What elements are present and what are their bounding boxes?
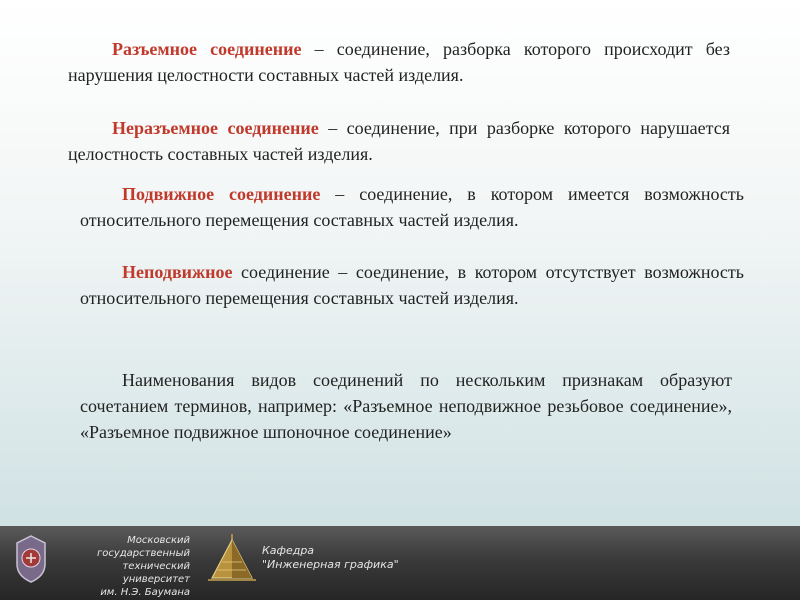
definition-permanent xyxy=(68,115,730,167)
definition-fixed-text: соединение – соединение, в котором отсутствует возможность относительного перемещения составных частей изделия. xyxy=(80,262,744,308)
footer-bar xyxy=(0,526,800,600)
university-line-2: технический университет xyxy=(122,561,190,585)
term-detachable: Разъемное соединение xyxy=(112,39,302,59)
definition-permanent-text: – соединение, при разборке которого нарушается целостность составных частей изделия. xyxy=(68,118,730,164)
university-name xyxy=(56,534,190,599)
department-pyramid-logo-icon xyxy=(206,532,258,584)
term-movable: Подвижное соединение xyxy=(122,184,321,204)
department-line-1: Кафедра xyxy=(262,544,315,557)
department-line-2: "Инженерная графика" xyxy=(262,558,399,571)
university-line-3: им. Н.Э. Баумана xyxy=(100,587,190,598)
definition-movable xyxy=(80,181,744,233)
university-line-1: Московский государственный xyxy=(96,535,190,559)
department-name xyxy=(262,544,399,572)
term-permanent: Неразъемное соединение xyxy=(112,118,319,138)
definition-detachable xyxy=(68,36,730,88)
university-seal-icon xyxy=(14,534,48,584)
definition-movable-text: – соединение, в котором имеется возможность относительного перемещения составных частей изделия. xyxy=(80,184,744,230)
term-fixed: Неподвижное xyxy=(122,262,233,282)
naming-note xyxy=(80,367,732,445)
naming-note-text: Наименования видов соединений по нескольким признакам образуют сочетанием терминов, например: «Разъемное неподвижное резьбовое соединение», «Разъемное подвижное шпоночное соединение» xyxy=(80,370,732,442)
definition-fixed xyxy=(80,259,744,311)
definition-detachable-text: – соединение, разборка которого происходит без нарушения целостности составных частей изделия. xyxy=(68,39,731,85)
